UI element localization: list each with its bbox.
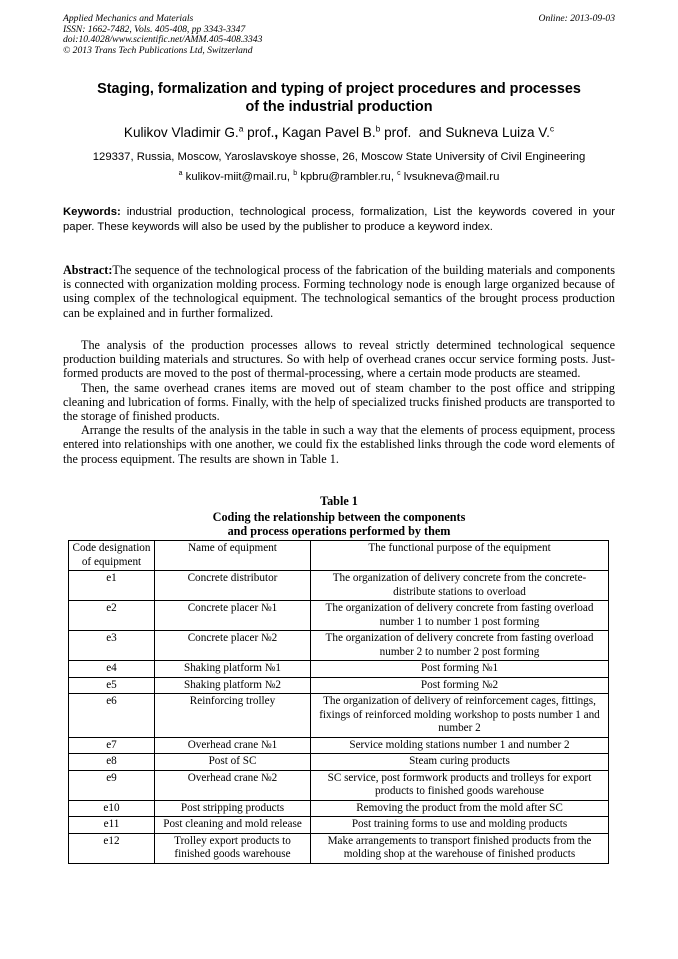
author-2-role: prof.: [380, 125, 412, 140]
equipment-name-cell: Concrete distributor: [155, 571, 311, 601]
equipment-name-cell: Shaking platform №2: [155, 677, 311, 694]
author-separator: ,: [274, 125, 282, 140]
paper-title: [50, 80, 628, 116]
author-2-mark: b: [375, 123, 381, 134]
email-c-mark: c: [397, 170, 401, 178]
equipment-name-cell: Trolley export products to finished goods warehouse: [155, 833, 311, 863]
email-b-mark: b: [293, 170, 298, 178]
abstract-text: The sequence of the technological process of the fabrication of the building materials and components is connected with organization molding process. Forming technology node is enough large organized because of using complex of the technological equipment. The technological semantics of the brought process production can be explained and in further formalized.: [63, 263, 615, 320]
purpose-cell: Post forming №1: [311, 661, 609, 678]
doi: doi:10.4028/www.scientific.net/AMM.405-408.3343: [63, 34, 263, 46]
author-list: [40, 124, 638, 141]
code-cell: e10: [69, 800, 155, 817]
purpose-cell: The organization of delivery concrete from fasting overload number 2 to number 2 post forming: [311, 631, 609, 661]
purpose-cell: Post forming №2: [311, 677, 609, 694]
purpose-cell: Post training forms to use and molding products: [311, 817, 609, 834]
purpose-cell: Make arrangements to transport finished products from the molding shop at the warehouse of finished products: [311, 833, 609, 863]
table-row: [69, 694, 609, 738]
equipment-name-cell: Overhead crane №2: [155, 770, 311, 800]
paragraph: The analysis of the production processes allows to reveal strictly determined technological sequence production building materials and structures. So with help of overhead cranes occur service forming posts. Just-formed products are moved to the post of thermal-processing, where a certain mode products are steamed.: [63, 338, 615, 381]
code-cell: e2: [69, 601, 155, 631]
author-1-role: prof.: [243, 125, 275, 140]
code-cell: e6: [69, 694, 155, 738]
table-row: [69, 601, 609, 631]
title-line-2: of the industrial production: [245, 99, 433, 115]
email-a: kulikov-miit@mail.ru,: [182, 171, 294, 183]
table-row: [69, 737, 609, 754]
email-c: lvsukneva@mail.ru: [400, 171, 500, 183]
code-cell: e11: [69, 817, 155, 834]
journal-header: [63, 14, 615, 56]
purpose-cell: Service molding stations number 1 and number 2: [311, 737, 609, 754]
table-row: [69, 800, 609, 817]
equipment-name-cell: Reinforcing trolley: [155, 694, 311, 738]
purpose-cell: Removing the product from the mold after SC: [311, 800, 609, 817]
table-row: [69, 631, 609, 661]
table-row: [69, 754, 609, 771]
table-row: [69, 571, 609, 601]
table-row: [69, 677, 609, 694]
purpose-cell: The organization of delivery of reinforcement cages, fittings, fixings of reinforced molding workshop to posts number 1 and number 2: [311, 694, 609, 738]
title-line-1: Staging, formalization and typing of project procedures and processes: [97, 81, 581, 97]
column-header: Code designation of equipment: [69, 541, 155, 571]
table-row: [69, 817, 609, 834]
equipment-name-cell: Overhead crane №1: [155, 737, 311, 754]
purpose-cell: The organization of delivery concrete from the concrete-distribute stations to overload: [311, 571, 609, 601]
code-cell: e9: [69, 770, 155, 800]
abstract: [63, 263, 615, 320]
online-date: Online: 2013-09-03: [538, 13, 615, 24]
keywords-label: Keywords:: [63, 206, 121, 218]
equipment-table: [68, 540, 609, 864]
equipment-name-cell: Concrete placer №2: [155, 631, 311, 661]
code-cell: e3: [69, 631, 155, 661]
author-2-name: Kagan Pavel B.: [281, 125, 376, 140]
table-caption-line-1: Coding the relationship between the components: [212, 510, 466, 524]
table-caption-line-2: and process operations performed by them: [227, 524, 451, 538]
abstract-label: Abstract:: [63, 263, 113, 277]
keywords-text: industrial production, technological process, formalization, List the keywords covered in your paper. These keywords will also be used by the publisher to produce a keyword index.: [63, 206, 615, 233]
table-row: [69, 661, 609, 678]
equipment-name-cell: Concrete placer №1: [155, 601, 311, 631]
column-header: The functional purpose of the equipment: [311, 541, 609, 571]
copyright: © 2013 Trans Tech Publications Ltd, Switzerland: [63, 44, 253, 56]
author-1-mark: a: [238, 123, 244, 134]
author-1-name: Kulikov Vladimir G.: [123, 125, 239, 140]
email-a-mark: a: [178, 170, 183, 178]
author-3-mark: c: [549, 123, 555, 134]
code-cell: e1: [69, 571, 155, 601]
table-header-row: [69, 541, 609, 571]
journal-name: Applied Mechanics and Materials: [63, 13, 194, 24]
purpose-cell: The organization of delivery concrete from fasting overload number 1 to number 1 post forming: [311, 601, 609, 631]
email-b: kpbru@rambler.ru,: [297, 171, 398, 183]
table-label: Table 1: [320, 494, 358, 508]
code-cell: e7: [69, 737, 155, 754]
purpose-cell: Steam curing products: [311, 754, 609, 771]
purpose-cell: SC service, post formwork products and trolleys for export products to finished goods warehouse: [311, 770, 609, 800]
email-list: [40, 170, 638, 184]
body-text: [63, 338, 615, 466]
code-cell: e4: [69, 661, 155, 678]
equipment-name-cell: Post cleaning and mold release: [155, 817, 311, 834]
paragraph: Arrange the results of the analysis in the table in such a way that the elements of process equipment, process entered into relationships with one another, we could fix the established links through the code word elements of the process equipment. The results are shown in Table 1.: [63, 423, 615, 466]
equipment-name-cell: Shaking platform №1: [155, 661, 311, 678]
affiliation: 129337, Russia, Moscow, Yaroslavskoye shosse, 26, Moscow State University of Civil Engineering: [92, 151, 586, 163]
author-3-name: Sukneva Luiza V.: [445, 125, 550, 140]
keywords: [63, 205, 615, 234]
table-row: [69, 833, 609, 863]
code-cell: e8: [69, 754, 155, 771]
code-cell: e5: [69, 677, 155, 694]
paragraph: Then, the same overhead cranes items are moved out of steam chamber to the post office and stripping cleaning and lubrication of forms. Finally, with the help of specialized trucks finished products are transported to the storage of finished products.: [63, 380, 615, 424]
code-cell: e12: [69, 833, 155, 863]
table-row: [69, 770, 609, 800]
author-separator-and: and: [411, 125, 446, 140]
issn: ISSN: 1662-7482, Vols. 405-408, pp 3343-3347: [63, 23, 246, 35]
equipment-name-cell: Post stripping products: [155, 800, 311, 817]
column-header: Name of equipment: [155, 541, 311, 571]
equipment-name-cell: Post of SC: [155, 754, 311, 771]
